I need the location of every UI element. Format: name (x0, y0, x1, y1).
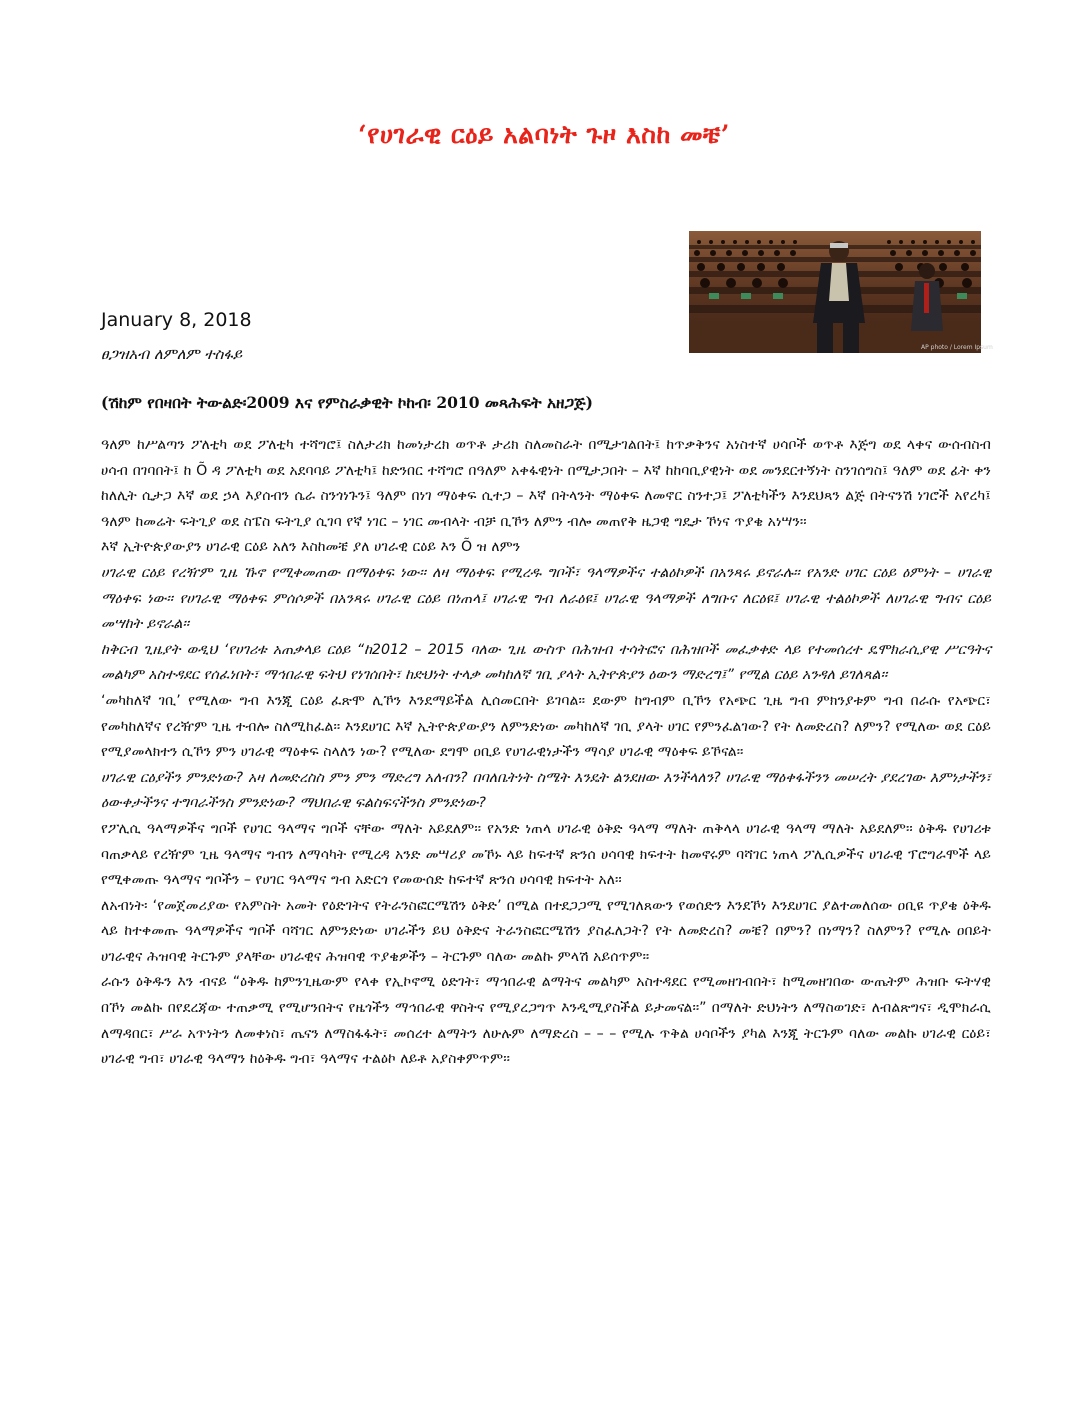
photo-caption: AP photo / Lorem Ipsum (921, 344, 993, 351)
article-body (101, 433, 991, 1073)
paragraph: ከቅርብ ጊዜያት ወዲህ ‘የሀገሪቱ አጠቃላይ ርዕይ “ከ2012 – 2015 ባለው ጊዜ ውስጥ በሕዝብ ተሳትፎና በሕዝቦች መፈቃቀድ ላይ የተመሰረተ ዴሞክራሲያዊ ሥርዓትና መልካም አስተዳደር የሰፈነበት፣ ማኅበራዊ ፍትህ የነገሰበት፣ ከድህነት ተላቃ መካከለኛ ገቢ ያላት ኢትዮጵያን ዕውን ማድረግ፤” የሚል ርዕይ አንዳለ ይገለጻል፡፡ (101, 641, 991, 684)
author-bio: (ሽከም የበዛበት ትውልድ፡2009 እና የምስራቃዊት ኮከብ፡ 2010 መጻሕፍት አዘጋጅ) (101, 393, 594, 412)
paragraph: ዓለም ከሥልጣን ፖለቲካ ወደ ፖለቲካ ተሻግሮ፤ ስለታሪክ ከመነታረክ ወጥቶ ታሪክ ስለመስራት በሚታገልበት፤ ከጥቃቅንና አነስተኛ ሀሳቦች ወጥቶ እጅግ ወደ ላቀና ውሰብስብ ሀሳብ በገባበት፤ ከ Õ ዳ ፖለቲካ ወደ አደባባይ ፖለቲካ፤ ከድንበር ተሻግሮ በዓለም አቀፋዊነት በሚታጋበት – እኛ ከከባቢያዊነት ወደ መንደርተኝነት ስንገሰግስ፤ ዓለም ወደ ፊት ቀን ከለሊት ሲታጋ እኛ ወደ ኃላ እያሰብን ሴራ ስንጎነጉን፤ ዓለም በነገ ማዕቀፍ ሲተጋ – እኛ በትላንት ማዕቀፍ ለመኖር ስንተጋ፤ ፖለቲካችን እንደህጻን ልጅ በትናንሽ ነገሮች አየረካ፤ ዓለም ከመሬት ፍትጊያ ወደ ስፔስ ፍትጊያ ሲገባ የኛ ነገር – ነገር መብላት ብቻ ቢኾን ለምን ብሎ መጠየቅ ዜጋዊ ግዴታ ኾነና ጥያቄ አነሣን፡፡ (101, 437, 991, 530)
parliament-photo (689, 231, 993, 353)
article-title: ‘የሀገራዊ ርዕይ አልባነት ጉዞ እስከ መቼ’ (358, 120, 730, 149)
parliament-photo-graphic (689, 231, 993, 353)
paragraph: እኛ ኢትዮጵያውያን ሀገራዊ ርዕይ አለን እስከመቼ ያለ ሀገራዊ ርዕይ እን Õ ዝ ለምን (101, 539, 521, 556)
paragraph: ራሱን ዕቅዱን እን ብናይ “ዕቅዱ ከምንጊዜውም የላቀ የኢኮኖሚ ዕድገት፣ ማኅበራዊ ልማትና መልካም አስተዳደር የሚመዘገብበት፣ ከሚመዘገበው ውጤትም ሕዝቡ ፍትሃዊ በኾነ መልኩ በየደረጃው ተጠቃሚ የሚሆንበትና የዜጎችን ማኅበራዊ ዋስትና የሚያረጋግጥ እንዲሚያስችል ይታመናል፡፡” በማለት ድህነትን ለማስወገድ፣ ለብልጽግና፣ ዲሞክራሲ ለማዳበር፣ ሥራ አጥነትን ለመቀነስ፣ ጤናን ለማስፋፋት፣ መሰረተ ልማትን ለሁሉም ለማድረስ – – – የሚሉ ጥቅል ሀሳቦችን ያካል እንጂ ትርጉም ባለው መልኩ ሀገራዊ ርዕይ፣ ሀገራዊ ግብ፣ ሀገራዊ ዓላማን ከዕቅዱ ግብ፣ ዓላማና ተልዕኮ ለይቶ አያስቀምጥም፡፡ (101, 974, 991, 1068)
paragraph: ሀገራዊ ርዕያችን ምንድነው? አዛ ለመድረስስ ምን ምን ማድረግ አለብን? በባለቤትነት ስሜት እንዴት ልንደዘው እንችላለን? ሀገራዊ ማዕቀፋችንን መሠረት ያደረገው እምነታችን፣ ዕውቀታችንና ተግባራችንስ ምንድነው? ማህበራዊ ፍልስፍናችንስ ምንድነው? (101, 769, 991, 812)
paragraph: ለአብነት፡ ‘የመጀመሪያው የአምስት አመት የዕድገትና የትራንስፎርሜሽን ዕቅድ’ በሚል በተደጋጋሚ የሚገለጸውን የወሰድን እንደኾነ እንደሀገር ያልተመለሰው ዐቢዩ ጥያቄ ዕቅዱ ላይ ከተቀመጡ ዓላማዎችና ግቦች ባሻገር ለምንድነው ሀገራችን ይህ ዕቅድና ትራንስፎርሜሽን ያስፈለጋት? የት ለመድረስ? መቼ? በምን? በነማን? ስለምን? የሚሉ ዐበይት ሀገራዊና ሕዝባዊ ትርጉም ያላቸው ሀገራዊና ሕዝባዊ ጥያቄዎችን – ትርጉም ባለው መልኩ ምላሽ አይሰጥም፡፡ (101, 897, 991, 965)
paragraph: የፖሊሲ ዓላማዎችና ግቦች የሀገር ዓላማና ግቦች ናቸው ማለት አይደለም፡፡ የአንድ ነጠላ ሀገራዊ ዕቅድ ዓላማ ማለት ጠቅላላ ሀገራዊ ዓላማ ማለት አይደለም፡፡ ዕቅዱ የሀገሪቱ ባጠቃላይ የረዥም ጊዜ ዓላማና ግብን ለማሳካት የሚረዳ አንድ መሣሪያ መኾኑ ላይ ከፍተኛ ጽንሰ ሀሳባዊ ክፍተት ከመኖሩም ባሻገር ነጠላ ፖሊሲዎችና ሀገራዊ ፕሮግራሞች ላይ የሚቀመጡ ዓላማና ግቦችን – የሀገር ዓላማና ግብ አድርጎ የመውሰድ ከፍተኛ ጽንሰ ሀሳባዊ ክፍተት አለ፡፡ (101, 820, 991, 889)
article-date: January 8, 2018 (101, 309, 252, 331)
paragraph: ሀገራዊ ርዕይ የረዥም ጊዜ ኹኖ የሚቀመጠው በማዕቀፍ ነው፡፡ ለዛ ማዕቀፍ የሚረዱ ግቦች፣ ዓላማዎችና ተልዕኮዎች በአንጻሩ ይኖራሉ፡፡ የአንድ ሀገር ርዕይ ዕምነት – ሀገራዊ ማዕቀፍ ነው፡፡ የሀገራዊ ማዕቀፍ ምሰሶዎች በአንጻሩ ሀገራዊ ርዕይ በነጠላ፤ ሀገራዊ ግብ ለራዕዩ፤ ሀገራዊ ዓላማዎች ለግቡና ለርዕዩ፤ ሀገራዊ ተልዕኮዎች ለሀገራዊ ግብና ርዕይ መሣከት ይኖራል፡፡ (101, 564, 991, 633)
paragraph: ‘መካከለኛ ገቢ’ የሚለው ግብ እንጂ ርዕይ ፈጽሞ ሊኾን እንደማይችል ሊሰመርበት ይገባል፡፡ ደውም ከግብም ቢኾን የአጭር ጊዜ ግብ ምክንያቱም ግብ በራሱ የአጭር፣ የመካከለኛና የረዥም ጊዜ ተብሎ ስለሚከፈል፡፡ እንደሀገር እኛ ኢትዮጵያውያን ለምንድነው መካከለኛ ገቢ ያላት ሀገር የምንፈልገው? የት ለመድረስ? ለምን? የሚለው ወደ ርዕይ የሚያመላክተን ሲኾን ምን ሀገራዊ ማዕቀፍ ስላለን ነው? የሚለው ደግሞ ዐቢይ የሀገራዊነታችን ማሳያ ሀገራዊ ማዕቀፍ ይኾናል፡፡ (101, 692, 991, 761)
article-author: ፀጋዝአብ ለምለም ተስፋይ (101, 345, 243, 363)
